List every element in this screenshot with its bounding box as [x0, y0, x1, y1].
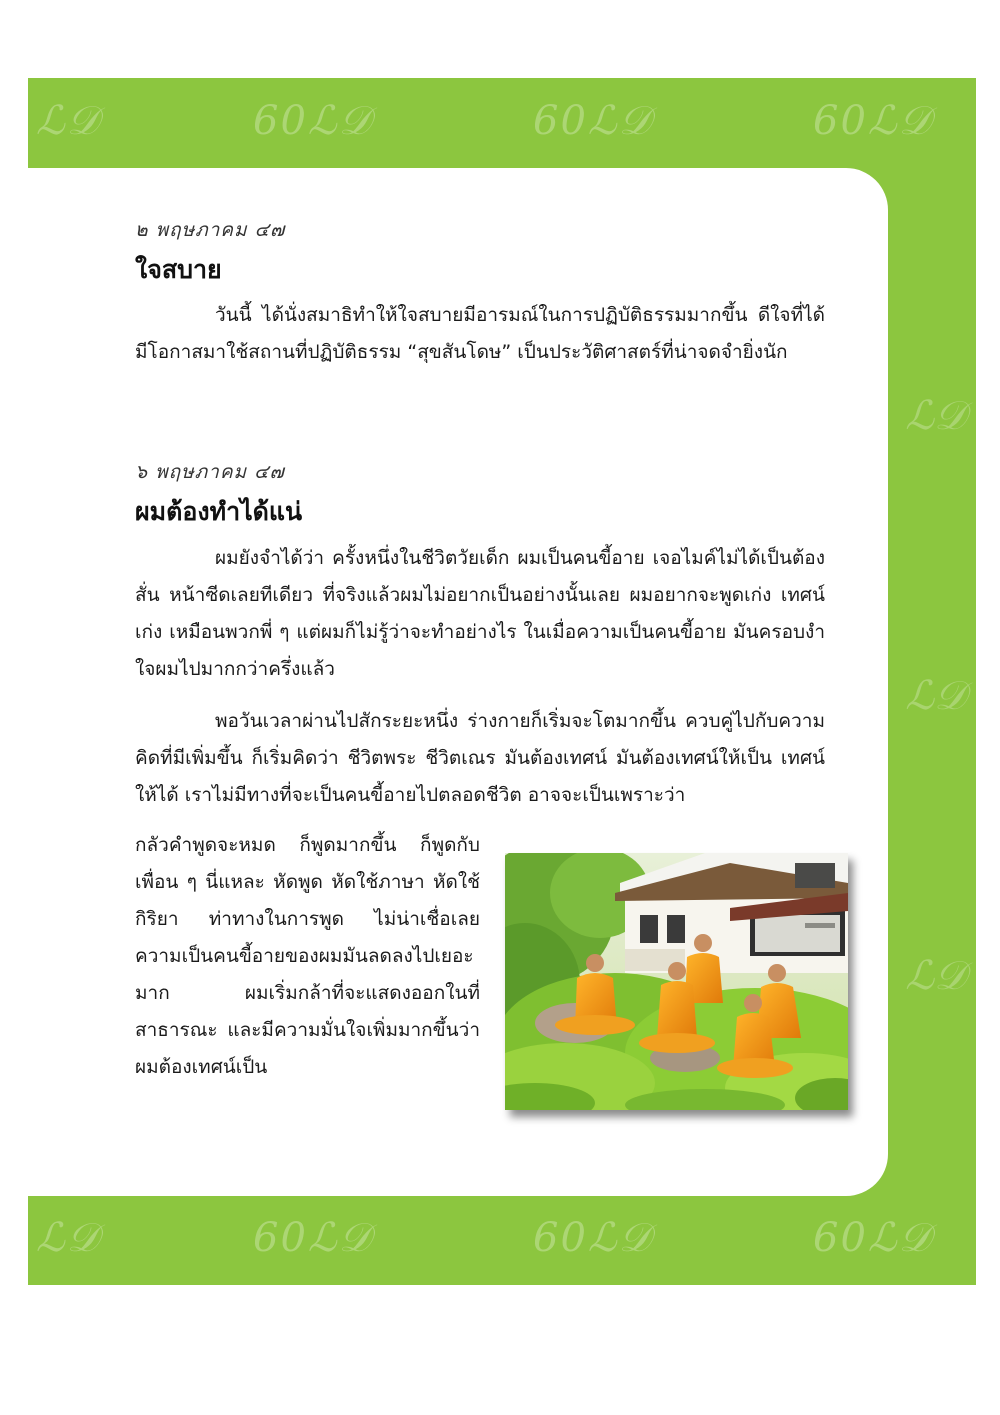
watermark-logo: ℒ𝒟: [905, 673, 966, 719]
watermark-row-top: [28, 78, 976, 168]
watermark-logo: 60ℒ𝒟: [533, 98, 653, 144]
watermark-logo: ℒ𝒟: [905, 393, 966, 439]
watermark-row-bottom: [28, 1195, 976, 1285]
watermark-logo: 60ℒ𝒟: [533, 1215, 653, 1261]
watermark-logo: ℒ𝒟: [905, 953, 966, 999]
photo-illustration: [505, 853, 848, 1110]
entry-date: ๒ พฤษภาคม ๔๗: [135, 219, 286, 241]
novice-monks-photo: [505, 853, 848, 1110]
watermark-logo: ℒ𝒟: [36, 1215, 101, 1261]
watermark-logo: ℒ𝒟: [36, 98, 101, 144]
watermark-logo: 60ℒ𝒟: [813, 1215, 933, 1261]
watermark-logo: 60ℒ𝒟: [253, 1215, 373, 1261]
entry-title: ผมต้องทำได้แน่: [135, 497, 303, 526]
entry-title: ใจสบาย: [135, 255, 222, 284]
entry-paragraph: พอวันเวลาผ่านไปสักระยะหนึ่ง ร่างกายก็เริ่มจะโตมากขึ้น ควบคู่ไปกับความคิดที่มีเพิ่มขึ้น ก็เริ่มคิดว่า ชีวิตพระ ชีวิตเณร มันต้องเทศน์ มันต้องเทศน์ให้เป็น เทศน์ให้ได้ เราไม่มีทางที่จะเป็นคนขี้อายไปตลอดชีวิต อาจจะเป็นเพราะว่า: [135, 710, 825, 806]
watermark-logo: 60ℒ𝒟: [253, 98, 373, 144]
entry-paragraph: ผมยังจำได้ว่า ครั้งหนึ่งในชีวิตวัยเด็ก ผมเป็นคนขี้อาย เจอไมค์ไม่ได้เป็นต้องสั่น หน้าซีดเลยทีเดียว ที่จริงแล้วผมไม่อยากเป็นอย่างนั้นเลย ผมอยากจะพูดเก่ง เทศน์เก่ง เหมือนพวกพี่ ๆ แต่ผมก็ไม่รู้ว่าจะทำอย่างไร ในเมื่อความเป็นคนขี้อาย มันครอบงำใจผมไปมากกว่าครึ่งแล้ว: [135, 547, 825, 680]
watermark-logo: 60ℒ𝒟: [813, 98, 933, 144]
entry-paragraph: วันนี้ ได้นั่งสมาธิทำให้ใจสบายมีอารมณ์ในการปฏิบัติธรรมมากขึ้น ดีใจที่ได้มีโอกาสมาใช้สถานที่ปฏิบัติธรรม “สุขสันโดษ” เป็นประวัติศาสตร์ที่น่าจดจำยิ่งนัก: [135, 304, 825, 363]
entry-date: ๖ พฤษภาคม ๔๗: [135, 461, 285, 483]
entry-paragraph: กลัวคำพูดจะหมด ก็พูดมากขึ้น ก็พูดกับเพื่อน ๆ นี่แหละ หัดพูด หัดใช้ภาษา หัดใช้กิริยา ท่าทางในการพูด ไม่น่าเชื่อเลย ความเป็นคนขี้อายของผมมันลดลงไปเยอะมาก ผมเริ่มกล้าที่จะแสดงออกในที่สาธารณะ และมีความมั่นใจเพิ่มมากขึ้นว่า ผมต้องเทศน์เป็น: [135, 834, 480, 1078]
